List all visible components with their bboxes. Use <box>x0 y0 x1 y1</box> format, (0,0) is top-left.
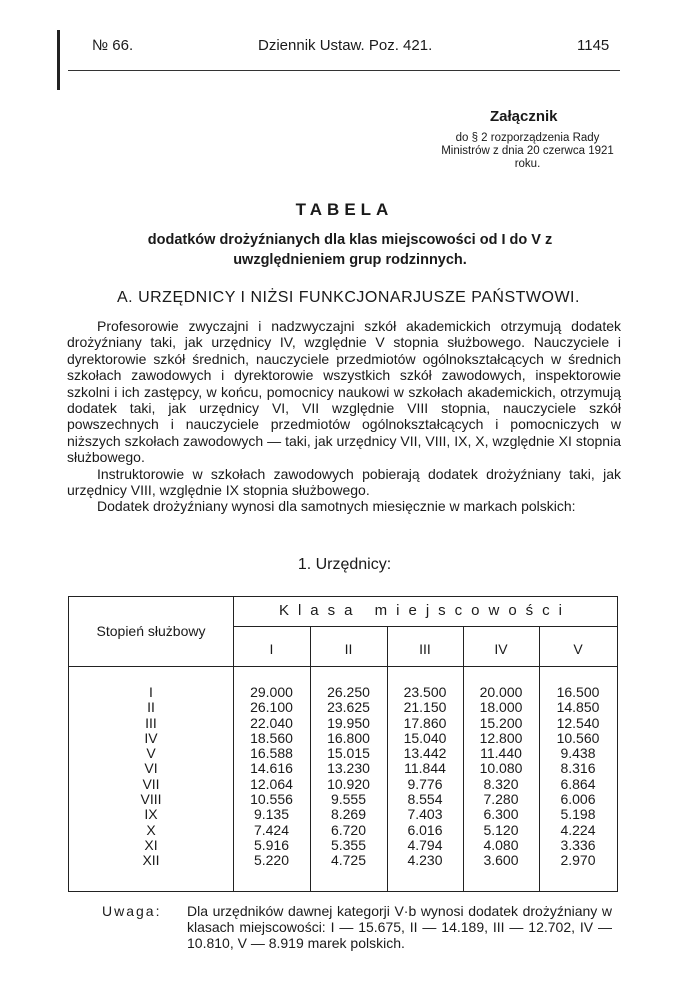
value-cell: 3.336 <box>560 836 596 853</box>
value-cell: 19.950 <box>327 714 370 731</box>
issue-number: № 66. <box>92 37 134 54</box>
value-column <box>233 685 310 869</box>
grade-header: Stopień służbowy <box>96 623 206 639</box>
value-cell: 6.300 <box>483 806 519 823</box>
value-cell: 7.424 <box>253 821 290 838</box>
value-cell: 4.725 <box>330 852 367 869</box>
value-cell: 10.080 <box>479 760 523 777</box>
value-cell: 12.064 <box>250 775 293 792</box>
column-header: V <box>573 641 583 657</box>
class-header: Klasa miejscowości <box>278 602 572 619</box>
value-cell: 11.440 <box>480 745 522 762</box>
value-cell: 9.555 <box>330 791 367 808</box>
value-cell: 8.316 <box>560 760 596 777</box>
value-cell: 4.224 <box>560 821 596 838</box>
grade-label: III <box>145 714 157 731</box>
value-cell: 10.560 <box>556 729 600 746</box>
value-cell: 6.006 <box>560 791 596 808</box>
value-cell: 15.200 <box>479 714 523 731</box>
table-caption: 1. Urzędnicy: <box>297 556 392 573</box>
value-cell: 26.250 <box>327 684 370 700</box>
grade-label: II <box>147 699 155 716</box>
value-cell: 23.500 <box>403 684 447 700</box>
value-cell: 12.800 <box>479 729 523 746</box>
value-cell: 4.794 <box>407 836 443 853</box>
value-cell: 9.438 <box>560 745 596 762</box>
value-cell: 10.556 <box>250 791 293 808</box>
grade-label: XII <box>142 852 160 869</box>
value-cell: 20.000 <box>479 684 523 700</box>
value-cell: 14.850 <box>556 699 600 716</box>
annex-title: Załącznik <box>490 108 558 125</box>
value-cell: 21.150 <box>403 699 447 716</box>
value-cell: 18.560 <box>250 729 293 746</box>
value-cell: 10.920 <box>327 775 370 792</box>
value-cell: 23.625 <box>327 699 370 716</box>
value-cell: 26.100 <box>250 699 293 716</box>
paragraph: Instruktorowie w szkołach zawodowych pobierają dodatek drożyźniany taki, jak urzędnicy VIII, względnie IX stopnia służbowego. <box>67 465 621 499</box>
value-cell: 14.616 <box>250 760 293 777</box>
value-cell: 15.015 <box>327 745 370 762</box>
value-cell: 5.355 <box>330 836 367 853</box>
grade-label: VIII <box>140 791 162 808</box>
value-cell: 13.230 <box>327 760 370 777</box>
value-cell: 8.554 <box>407 791 443 808</box>
value-cell: 7.403 <box>407 806 443 823</box>
table-divider <box>233 626 617 627</box>
value-cell: 29.000 <box>250 684 293 700</box>
value-cell: 22.040 <box>250 714 293 731</box>
grade-label: X <box>146 821 156 838</box>
salary-table <box>68 596 618 892</box>
value-cell: 6.720 <box>330 821 367 838</box>
document-subtitle: dodatków drożyźnianych dla klas miejscowości od I do V z uwzględnieniem grup rodzinnych. <box>147 232 553 268</box>
value-cell: 13.442 <box>403 745 447 762</box>
value-cell: 8.269 <box>330 806 367 823</box>
value-cell: 5.220 <box>253 852 290 869</box>
value-cell: 16.500 <box>556 684 600 700</box>
value-cell: 9.776 <box>407 775 443 792</box>
grade-label: VI <box>144 760 158 777</box>
grade-label: IX <box>144 806 158 823</box>
column-header: I <box>269 641 274 657</box>
value-cell: 18.000 <box>479 699 523 716</box>
annex-reference: do § 2 rozporządzenia Rady Ministrów z dnia 20 czerwca 1921 roku. <box>441 132 614 170</box>
value-cell: 11.844 <box>404 760 446 777</box>
document-title: TABELA <box>295 200 394 219</box>
value-cell: 9.135 <box>253 806 290 823</box>
grade-label: XI <box>144 836 158 853</box>
journal-title: Dziennik Ustaw. Poz. 421. <box>258 37 433 54</box>
grade-label: I <box>149 684 153 700</box>
note-text: Dla urzędników dawnej kategorji V·b wynosi dodatek drożyźniany w klasach miejscowości: I — 15.675, II — 14.189, III — 12.702, IV — 10.810, V — 8.919 marek polskich. <box>187 903 612 951</box>
value-cell: 16.588 <box>250 745 293 762</box>
value-cell: 6.016 <box>407 821 443 838</box>
value-cell: 4.230 <box>407 852 443 869</box>
value-column <box>463 685 539 869</box>
value-cell: 4.080 <box>483 836 519 853</box>
value-column <box>310 685 387 869</box>
header-rule <box>68 70 620 71</box>
note-label: Uwaga: <box>102 903 162 919</box>
value-cell: 6.864 <box>560 775 596 792</box>
column-header: III <box>419 641 431 657</box>
value-cell: 2.970 <box>560 852 596 869</box>
section-heading: A. URZĘDNICY I NIŻSI FUNKCJONARJUSZE PAŃSTWOWI. <box>117 289 580 306</box>
value-cell: 8.320 <box>483 775 519 792</box>
value-cell: 16.800 <box>327 729 370 746</box>
body-text <box>67 318 621 515</box>
value-cell: 5.120 <box>483 821 519 838</box>
margin-mark <box>57 30 60 90</box>
value-cell: 17.860 <box>403 714 447 731</box>
value-cell: 12.540 <box>556 714 600 731</box>
table-divider <box>69 666 617 667</box>
value-cell: 7.280 <box>483 791 519 808</box>
value-column <box>539 685 617 869</box>
value-cell: 3.600 <box>483 852 519 869</box>
paragraph: Dodatek drożyźniany wynosi dla samotnych miesięcznie w markach polskich: <box>97 498 576 515</box>
page-number: 1145 <box>577 37 610 54</box>
grade-label: V <box>146 745 156 762</box>
value-cell: 15.040 <box>403 729 447 746</box>
grade-column <box>119 685 183 869</box>
value-cell: 5.198 <box>560 806 596 823</box>
column-header: II <box>344 641 353 657</box>
value-column <box>387 685 463 869</box>
grade-label: VII <box>142 775 160 792</box>
column-header: IV <box>494 641 508 657</box>
value-cell: 5.916 <box>253 836 290 853</box>
paragraph: Profesorowie zwyczajni i nadzwyczajni szkół akademickich otrzymują dodatek drożyźniany taki, jak urzędnicy IV, względnie V stopnia służbowego. Nauczyciele i dyrektorowie szkół średnich, nauczyciele przedmiotów ogólnokształcących w średnich szkołach zawodowych i dyrektorowie wszystkich szkół zawodowych, inspektorowie szkolni i ich zastępcy, w końcu, pomocnicy naukowi w szkołach akademickich, otrzymują dodatek taki, jak urzędnicy VI, VII względnie VIII stopnia, nauczyciele szkół powszechnych i nauczyciele przedmiotów ogólnokształcących i pomocniczych w niższych szkołach zawodowych — taki, jak urzędnicy VII, VIII, IX, X, względnie XI stopnia służbowego. <box>67 318 621 466</box>
grade-label: IV <box>144 729 158 746</box>
